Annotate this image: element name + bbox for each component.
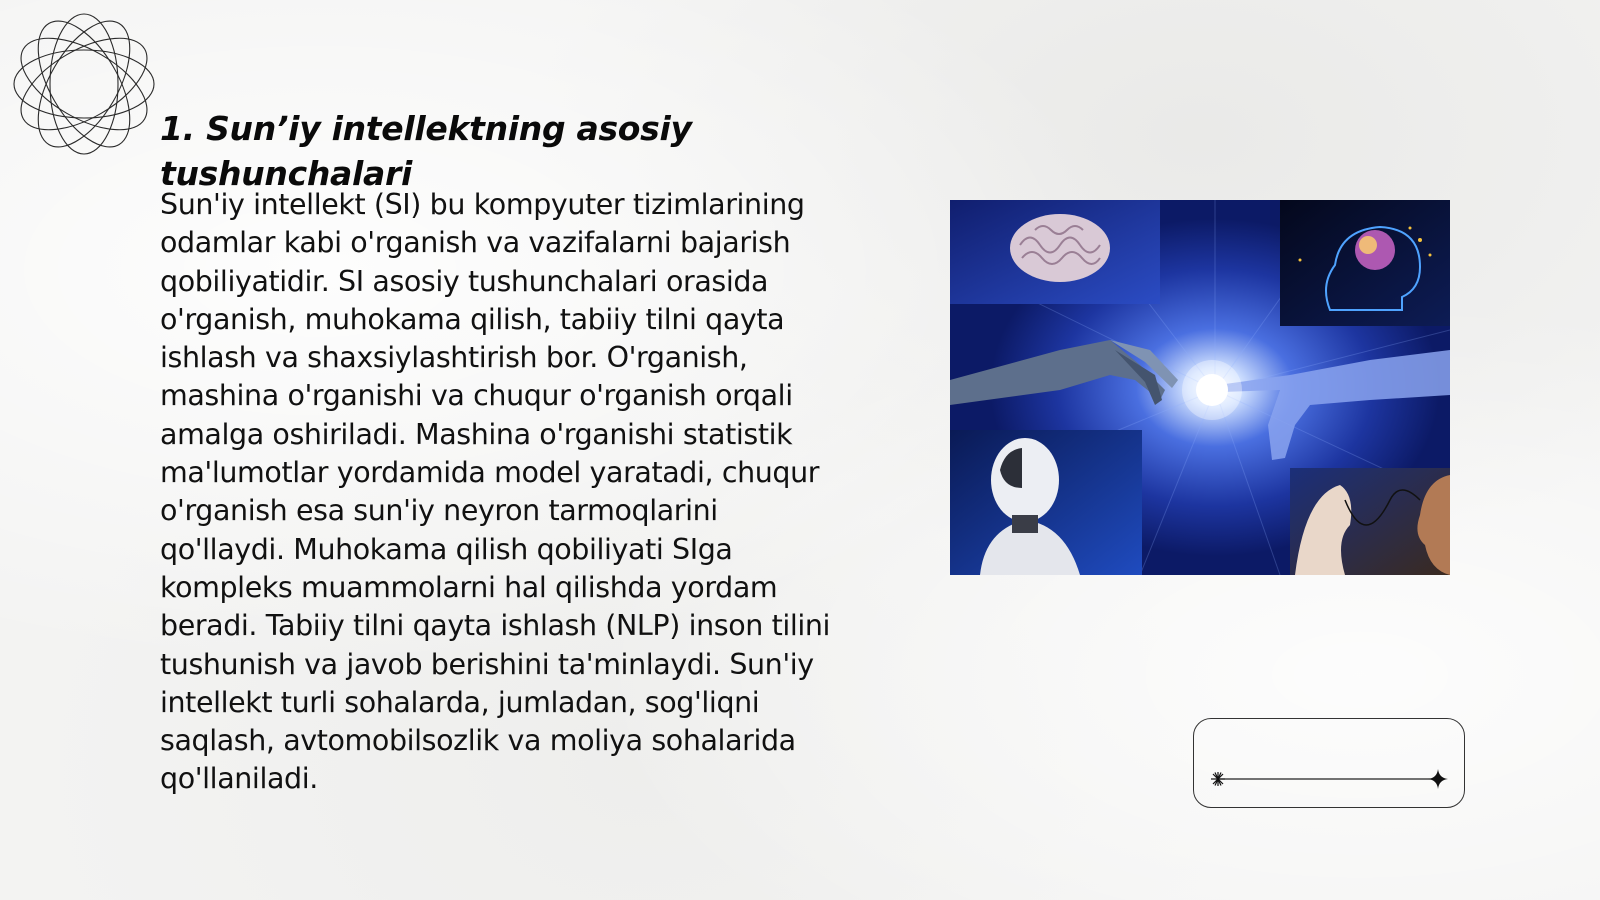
starburst-icon: [1211, 772, 1225, 786]
sparkle-icon: [1428, 769, 1448, 789]
ai-collage-image: [950, 200, 1450, 575]
slide-body-text: Sun'iy intellekt (SI) bu kompyuter tizimlarining odamlar kabi o'rganish va vazifalarni bajarish qobiliyatidir. SI asosiy tushunchalari orasida o'rganish, muhokama qilish, tabiiy tilni qayta ishlash va shaxsiylashtirish bor. O'rganish, mashina o'rganishi va chuqur o'rganish orqali amalga oshiriladi. Mashina o'rganishi statistik ma'lumotlar yordamida model yaratadi, chuqur o'rganish esa sun'iy neyron tarmoqlarini qo'llaydi. Muhokama qilish qobiliyati SIga kompleks muammolarni hal qilishda yordam beradi. Tabiiy tilni qayta ishlash (NLP) inson tilini tushunish va javob berishini ta'minlaydi. Sun'iy intellekt turli sohalarda, jumladan, sog'liqni saqlash, avtomobilsozlik va moliya sohalarida qo'llaniladi.: [160, 188, 831, 796]
slide-title: 1. Sun’iy intellektning asosiy tushunchalari: [160, 109, 692, 193]
decorative-line: [1208, 769, 1448, 789]
orbit-rings-icon: [10, 10, 158, 158]
decorative-frame: [1193, 718, 1465, 808]
